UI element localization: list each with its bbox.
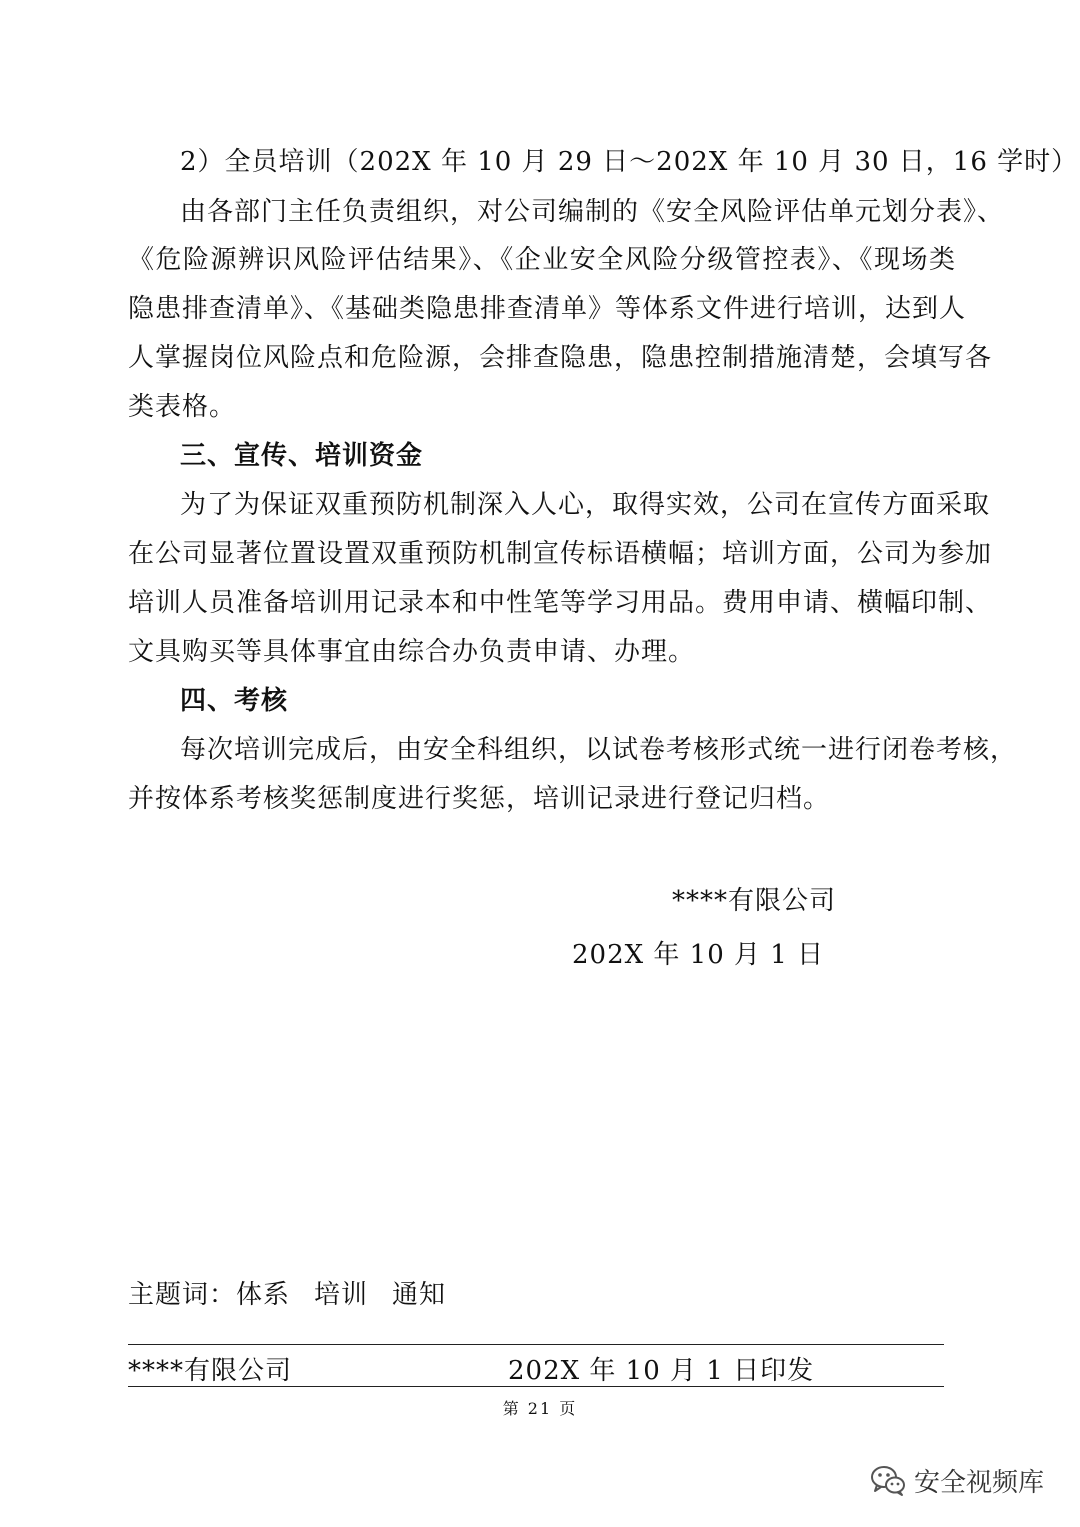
paragraph-line: 为了为保证双重预防机制深入人心，取得实效，公司在宣传方面采取 [180,490,991,520]
divider-bottom [128,1386,944,1387]
paragraph-line: 2）全员培训（202X 年 10 月 29 日～202X 年 10 月 30 日，16 学时） [180,147,1079,177]
section-heading: 四、考核 [180,686,289,716]
watermark [868,1458,1044,1502]
page-number: 第 21 页 [502,1399,578,1418]
paragraph-line: 隐患排查清单》、《基础类隐患排查清单》等体系文件进行培训，达到人 [128,294,967,324]
paragraph-line: 每次培训完成后，由安全科组织，以试卷考核形式统一进行闭卷考核， [180,735,1018,765]
paragraph-line: 在公司显著位置设置双重预防机制宣传标语横幅；培训方面，公司为参加 [128,539,993,569]
footer-issuer: ****有限公司 [128,1356,293,1386]
paragraph-line: 类表格。 [128,392,237,422]
paragraph-line: 《危险源辨识风险评估结果》、《企业安全风险分级管控表》、《现场类 [128,245,956,275]
wechat-icon [868,1460,908,1500]
footer-issue-date: 202X 年 10 月 1 日印发 [508,1356,815,1386]
signature-date: 202X 年 10 月 1 日 [572,940,825,970]
divider-top [128,1344,944,1345]
paragraph-line: 培训人员准备培训用记录本和中性笔等学习用品。费用申请、横幅印制、 [128,588,993,618]
keyword: 培训 [314,1280,369,1310]
paragraph-line: 并按体系考核奖惩制度进行奖惩，培训记录进行登记归档。 [128,784,831,814]
watermark-text: 安全视频库 [914,1467,1045,1498]
keyword: 通知 [392,1280,447,1310]
paragraph-line: 由各部门主任负责组织，对公司编制的《安全风险评估单元划分表》、 [180,197,1005,227]
subject-keywords [128,1278,446,1312]
keywords-label: 主题词： [128,1280,237,1310]
section-heading: 三、宣传、培训资金 [180,441,424,471]
keyword: 体系 [236,1280,291,1310]
paragraph-line: 文具购买等具体事宜由综合办负责申请、办理。 [128,637,696,667]
paragraph-line: 人掌握岗位风险点和危险源，会排查隐患，隐患控制措施清楚，会填写各 [128,343,993,373]
signature-company: ****有限公司 [672,886,837,916]
